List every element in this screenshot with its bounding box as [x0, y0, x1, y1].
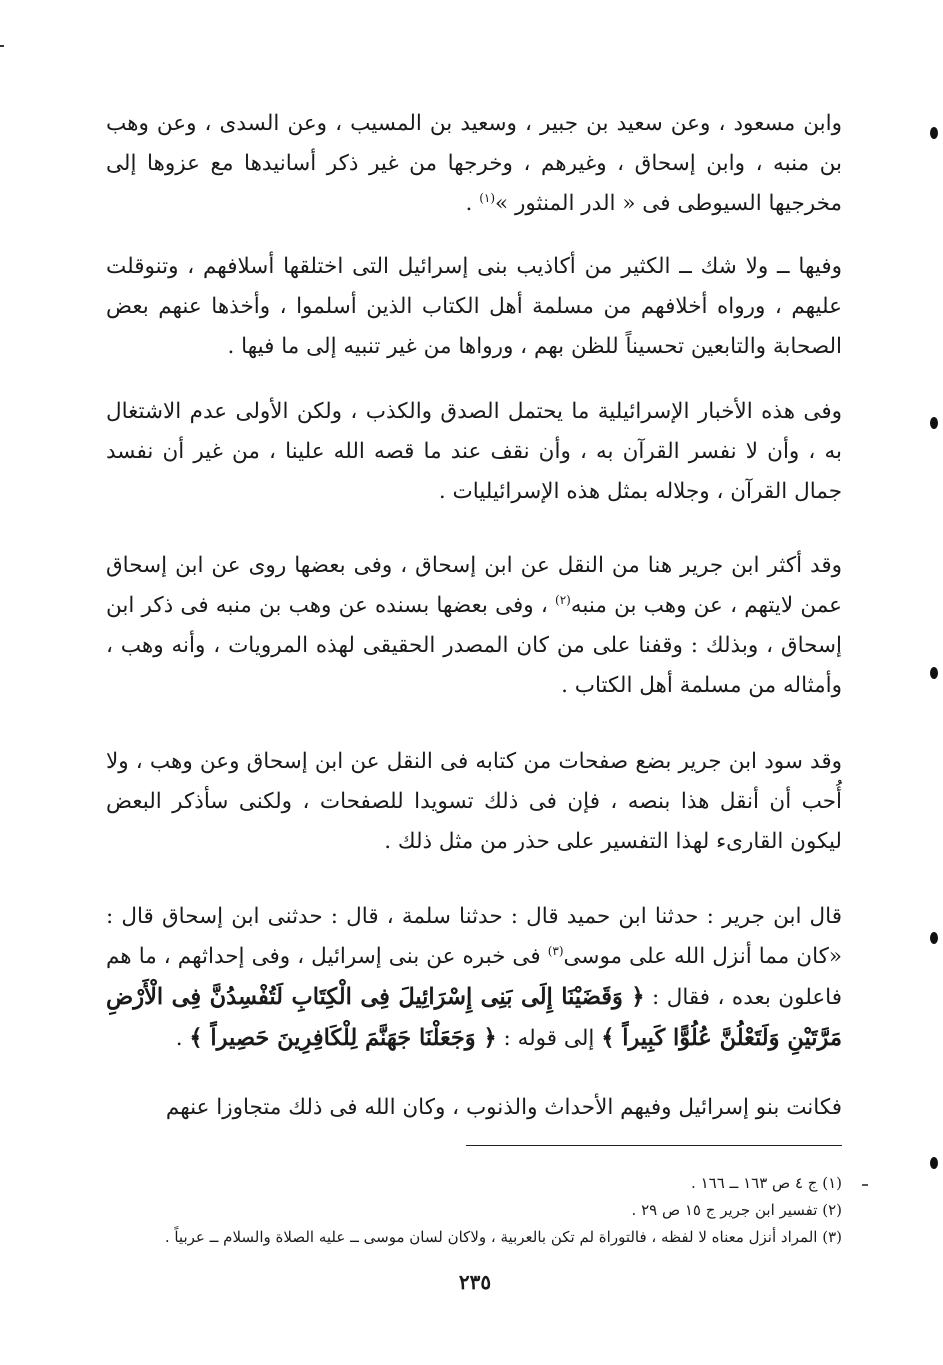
margin-dot — [930, 667, 938, 679]
margin-mark — [862, 1184, 868, 1186]
footnote-ref-1: (١) — [479, 190, 496, 205]
paragraph-1-end: . — [465, 191, 480, 216]
footnote-3: (٣) المراد أنزل معناه لا لفظه ، فالتوراة لم تكن بالعربية ، ولاكان لسان موسى ــ عليه الصلاة والسلام ــ عربياً . — [164, 1228, 842, 1246]
margin-dot — [930, 932, 938, 944]
margin-dot — [930, 127, 938, 139]
quran-verse-2: ﴿ وَجَعَلْنَا جَهَنَّمَ لِلْكَافِرِينَ حَصِيراً ﴾ — [189, 1025, 497, 1051]
margin-tick — [0, 45, 4, 47]
page-number: ٢٣٥ — [458, 1270, 492, 1294]
footnote-ref-3: (٣) — [547, 943, 564, 958]
quote-part4: . — [175, 1026, 190, 1051]
margin-dot — [930, 417, 938, 429]
footnotes — [100, 1170, 842, 1251]
footnote-2: (٢) تفسير ابن جرير ج ١٥ ص ٢٩ . — [631, 1201, 842, 1219]
paragraph-4-part1: وقد أكثر ابن جرير هنا من النقل عن ابن إسحاق ، وفى بعضها روى عن ابن إسحاق عمن لايتهم ، عن وهب بن منبه — [106, 553, 842, 618]
paragraph-6 — [106, 897, 842, 1059]
quran-verse-1: ﴿ وَقَضَيْنَا إِلَى بَنِى إِسْرَائِيلَ فِى الْكِتَابِ لَتُفْسِدُنَّ فِى الْأَرْضِ مَرَّتَيْنِ وَلَتَعْلُنَّ عُلُوًّا كَبِيراً ﴾ — [106, 984, 842, 1051]
footnote-separator — [466, 1145, 842, 1146]
footnote-1: (١) ج ٤ ص ١٦٣ ــ ١٦٦ . — [691, 1174, 842, 1192]
quote-part3: إلى قوله : — [496, 1026, 602, 1051]
paragraph-4-part2: ، وفى بعضها بسنده عن وهب بن منبه فى ذكر ابن إسحاق ، وبذلك : وقفنا على من كان المصدر الحقيقى لهذه المرويات ، وأنه وهب ، وأمثاله من مسلمة أهل الكتاب . — [106, 593, 842, 698]
paragraph-3 — [106, 392, 842, 512]
paragraph-2-text: وفيها ــ ولا شك ــ الكثير من أكاذيب بنى إسرائيل التى اختلقها أسلافهم ، وتنوقلت عليهم ، ورواه أخلافهم من مسلمة أهل الكتاب الذين أسلموا ، وأخذها عنهم بعض الصحابة والتابعين تحسيناً للظن بهم ، ورواها من غير تنبيه إلى ما فيها . — [106, 254, 842, 359]
paragraph-4 — [106, 546, 842, 706]
paragraph-1-text: وابن مسعود ، وعن سعيد بن جبير ، وسعيد بن المسيب ، وعن السدى ، وعن وهب بن منبه ، وابن إسحاق ، وغيرهم ، وخرجها من غير ذكر أسانيدها مع عزوها إلى مخرجيها السيوطى فى « الدر المنثور » — [106, 111, 842, 216]
footnote-ref-2: (٢) — [555, 592, 571, 607]
paragraph-7 — [106, 1088, 842, 1128]
paragraph-1 — [106, 104, 842, 224]
paragraph-5-text: وقد سود ابن جرير بضع صفحات من كتابه فى النقل عن ابن إسحاق وعن وهب ، ولا أُحب أن أنقل هذا بنصه ، فإن فى ذلك تسويدا للصفحات ، ولكنى سأذكر البعض ليكون القارىء لهذا التفسير على حذر من مثل ذلك . — [106, 749, 842, 854]
paragraph-5 — [106, 742, 842, 862]
quote-part1: قال ابن جرير : حدثنا ابن حميد قال : حدثنا سلمة ، قال : حدثنى ابن إسحاق قال : «كان مما أنزل الله على موسى — [106, 904, 843, 969]
margin-dot — [930, 1157, 938, 1169]
paragraph-2 — [106, 247, 842, 367]
quote-part2: فى خبره عن بنى إسرائيل ، وفى إحداثهم ، ما هم فاعلون بعده ، فقال : — [106, 944, 842, 1010]
paragraph-3-text: وفى هذه الأخبار الإسرائيلية ما يحتمل الصدق والكذب ، ولكن الأولى عدم الاشتغال به ، وأن لا نفسر القرآن به ، وأن نقف عند ما قصه الله علينا ، من غير أن نفسد جمال القرآن ، وجلاله بمثل هذه الإسرائيليات . — [106, 399, 842, 504]
paragraph-7-text: فكانت بنو إسرائيل وفيهم الأحداث والذنوب ، وكان الله فى ذلك متجاوزا عنهم — [165, 1095, 842, 1120]
